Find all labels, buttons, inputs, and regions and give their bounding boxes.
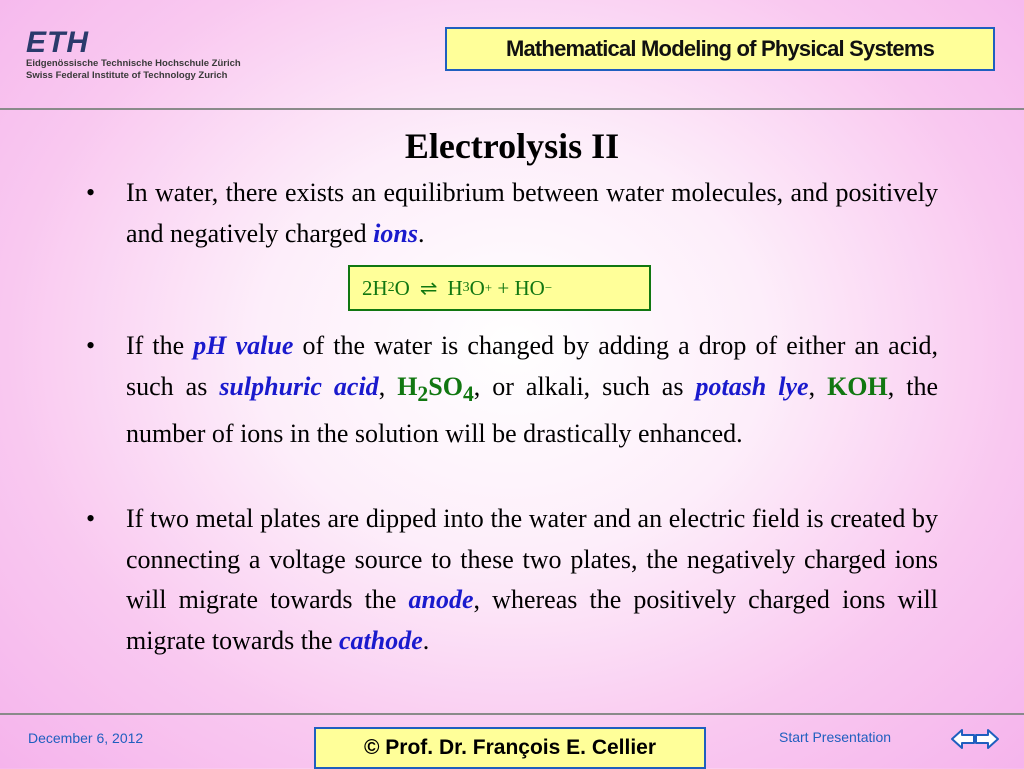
equilibrium-equation: 2H 2 O ⇌ H 3 O + + HO − [348,265,651,311]
footer-date: December 6, 2012 [28,730,144,746]
logo-line-english: Swiss Federal Institute of Technology Zurich [26,70,228,81]
arrow-left-icon[interactable] [950,726,976,752]
term-potash-lye: potash lye [695,371,809,401]
bullet-electrodes [86,499,938,661]
bullet-text: If two metal plates are dipped into the water and an electric field is created by connecting a voltage source to these two plates, the negatively charged ions will migrate towards the anode, whereas the positively charged ions will migrate towards the cathode. [126,504,938,655]
eth-logo [26,28,266,82]
arrow-right-icon[interactable] [974,726,1000,752]
author-credit: © Prof. Dr. François E. Cellier [314,727,706,769]
bullet-marker: • [86,178,96,207]
formula-h2so4: $H_2SO_4$ [397,371,474,406]
start-presentation-link[interactable]: Start Presentation [779,729,892,745]
bullet-text: In water, there exists an equilibrium between water molecules, and positively and negatively charged ions. [126,178,938,248]
term-cathode: cathode [339,625,423,655]
term-sulphuric-acid: sulphuric acid [219,371,379,401]
formula-koh: KOH [827,371,888,401]
header-divider [0,108,1024,110]
logo-mark: ETH [26,26,89,59]
bullet-marker: • [86,504,96,533]
bullet-marker: • [86,331,96,360]
bullet-text: If the pH value of the water is changed by adding a drop of either an acid, such as sulphuric acid, $H_2SO_4$, or alkali, such as potash lye, KOH, the number of ions in the solution will be drastically enhanced. [126,331,939,449]
term-ions: ions [373,218,418,248]
bullet-equilibrium [86,173,938,254]
slide-title: Electrolysis II [404,126,620,166]
term-anode: anode [408,585,474,614]
footer-divider [0,713,1024,715]
equilibrium-arrow-icon: ⇌ [419,275,438,300]
bullet-ph-value [86,326,938,455]
term-ph-value: pH value [193,331,294,360]
logo-line-german: Eidgenössische Technische Hochschule Zürich [26,58,241,69]
course-title: Mathematical Modeling of Physical Systems [445,27,995,71]
